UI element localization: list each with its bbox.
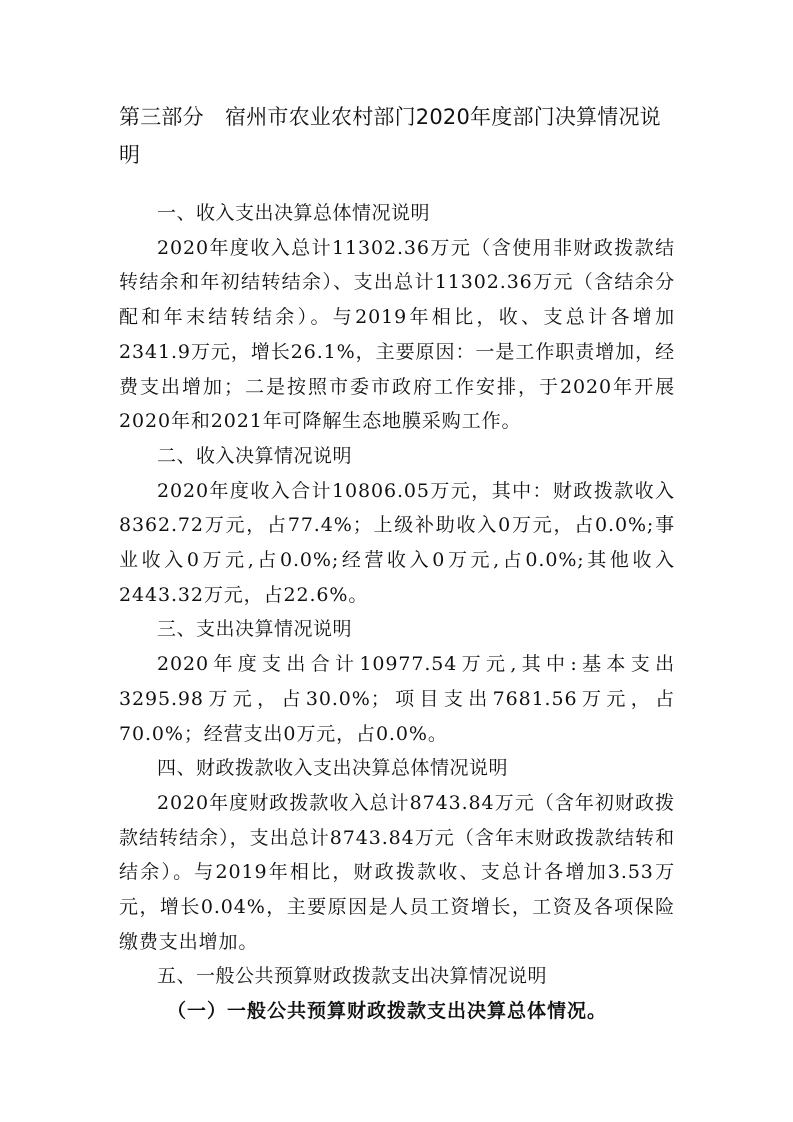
section-heading-5: 五、一般公共预算财政拨款支出决算情况说明 <box>157 965 548 988</box>
section-heading-4: 四、财政拨款收入支出决算总体情况说明 <box>157 757 509 780</box>
section-heading-1: 一、收入支出决算总体情况说明 <box>157 202 431 224</box>
section-heading-3: 三、支出决算情况说明 <box>157 618 353 641</box>
section-paragraph-1: 2020年度收入总计11302.36万元（含使用非财政拨款结转结余和年初结转结余）、支出总计11302.36万元（含结余分配和年末结转结余）。与2019年相比，收、支总计各增加2341.9万元，增长26.1%，主要原因：一是工作职责增加，经费支出增加；二是按照市委市政府工作安排，于2020年开展2020年和2021年可降解生态地膜采购工作。 <box>119 236 675 433</box>
section-paragraph-4: 2020年度财政拨款收入总计8743.84万元（含年初财政拨款结转结余），支出总计8743.84万元（含年末财政拨款结转和结余）。与2019年相比，财政拨款收、支总计各增加3.53万元，增长0.04%，主要原因是人员工资增长，工资及各项保险缴费支出增加。 <box>119 791 675 953</box>
section-paragraph-2: 2020年度收入合计10806.05万元，其中：财政拨款收入8362.72万元，占77.4%；上级补助收入0万元，占0.0%;事业收入0万元,占0.0%;经营收入0万元,占0.0%;其他收入2443.32万元，占22.6%。 <box>119 479 675 606</box>
subsection-heading: （一）一般公共预算财政拨款支出决算总体情况。 <box>167 1000 608 1023</box>
section-heading-2: 二、收入决算情况说明 <box>157 444 353 467</box>
document-title: 第三部分 宿州市农业农村部门2020年度部门决算情况说明 <box>119 105 661 167</box>
document-body <box>119 196 675 1029</box>
section-paragraph-3: 2020年度支出合计10977.54万元,其中:基本支出3295.98万元，占30.0%；项目支出7681.56万元，占70.0%；经营支出0万元，占0.0%。 <box>119 653 675 745</box>
